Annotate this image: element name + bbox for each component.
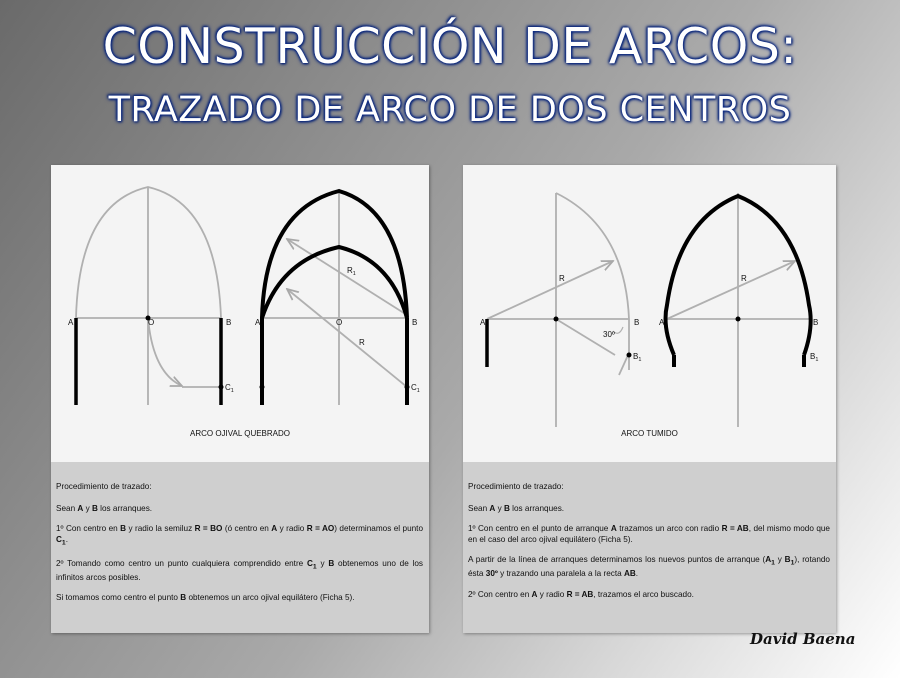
procedure-step-0: Sean A y B los arranques.: [468, 503, 565, 513]
fig2-label-b: B: [412, 318, 418, 327]
procedure-step-3: 2º Con centro en A y radio R = AB, trazamos el arco buscado.: [468, 589, 694, 599]
caption-arco-ojival-quebrado: ARCO OJIVAL QUEBRADO: [189, 429, 291, 438]
procedure-step-1: 1º Con centro en el punto de arranque A trazamos un arco con radio R = AB, del mismo modo que en el caso del arco ojival equilátero (Ficha 5).: [468, 524, 830, 544]
procedure-step-1: 1º Con centro en B y radio la semiluz R = BO (ó centro en A y radio R = AO) determinamos el punto $C_1$.: [56, 524, 424, 547]
fig2-construction: [262, 191, 407, 405]
point-c1: [219, 385, 224, 390]
fig2-point-c1: [405, 385, 410, 390]
fig3-label-r: R: [559, 274, 565, 283]
fig3-construction: [487, 193, 629, 427]
panel-arco-ojival-quebrado: [51, 165, 429, 633]
procedure-step-2: 2º Tomando como centro un punto cualquiera comprendido entre $C_1$ y B obtenemos uno de los infinitos arcos posibles.: [56, 558, 423, 582]
procedure-heading: Procedimiento de trazado:: [56, 482, 152, 491]
page-title: CONSTRUCCIÓN DE ARCOS:: [102, 18, 798, 75]
fig2-label-o: O: [336, 318, 343, 327]
fig3-point-center: [554, 317, 559, 322]
diagram-svg: [51, 165, 429, 462]
fig4-label-b1: $B_1$: [810, 352, 819, 363]
fig3-label-b: B: [634, 318, 640, 327]
fig2-point-left: [260, 385, 265, 390]
fig2-label-r1: $R_1$: [347, 266, 356, 277]
fig3-label-b1: $B_1$: [633, 352, 642, 363]
fig3-label-a: A: [480, 318, 486, 327]
fig4-label-a: A: [659, 318, 665, 327]
author-signature: David Baena: [750, 630, 856, 648]
fig4-construction: [667, 193, 810, 427]
procedure-text-left: [51, 462, 429, 633]
fig2-label-r: R: [359, 338, 365, 347]
fig4-label-b: B: [813, 318, 819, 327]
label-b: B: [226, 318, 232, 327]
procedure-text-right: [463, 462, 836, 633]
procedure-heading: Procedimiento de trazado:: [468, 482, 564, 491]
procedure-step-2: A partir de la línea de arranques determinamos los nuevos puntos de arranque ($A_1$ y $B_1$), rotando ésta 30º y trazando una paralela a la recta AB.: [468, 555, 830, 579]
page-subtitle: TRAZADO DE ARCO DE DOS CENTROS: [108, 90, 792, 130]
panel-arco-tumido: [463, 165, 836, 633]
diagram-svg-right: [463, 165, 836, 462]
fig2-label-a: A: [255, 318, 261, 327]
diagram-arco-ojival-quebrado: [51, 165, 429, 462]
fig3-point-b1: [627, 353, 632, 358]
label-o: O: [148, 318, 155, 327]
fig4-label-r: R: [741, 274, 747, 283]
diagram-arco-tumido: [463, 165, 836, 462]
fig2-label-c1: $C_1$: [411, 383, 420, 394]
fig3-label-angle: 30º: [603, 330, 615, 339]
fig2-arcs: [262, 191, 407, 405]
label-c1: $C_1$: [225, 383, 234, 394]
fig4-point-center: [736, 317, 741, 322]
procedure-step-0: Sean A y B los arranques.: [56, 503, 153, 513]
fig1-construction: [76, 187, 221, 405]
label-a: A: [68, 318, 74, 327]
procedure-step-3: Si tomamos como centro el punto B obtenemos un arco ojival equilátero (Ficha 5).: [56, 593, 355, 603]
caption-arco-tumido: ARCO TUMIDO: [621, 429, 678, 438]
